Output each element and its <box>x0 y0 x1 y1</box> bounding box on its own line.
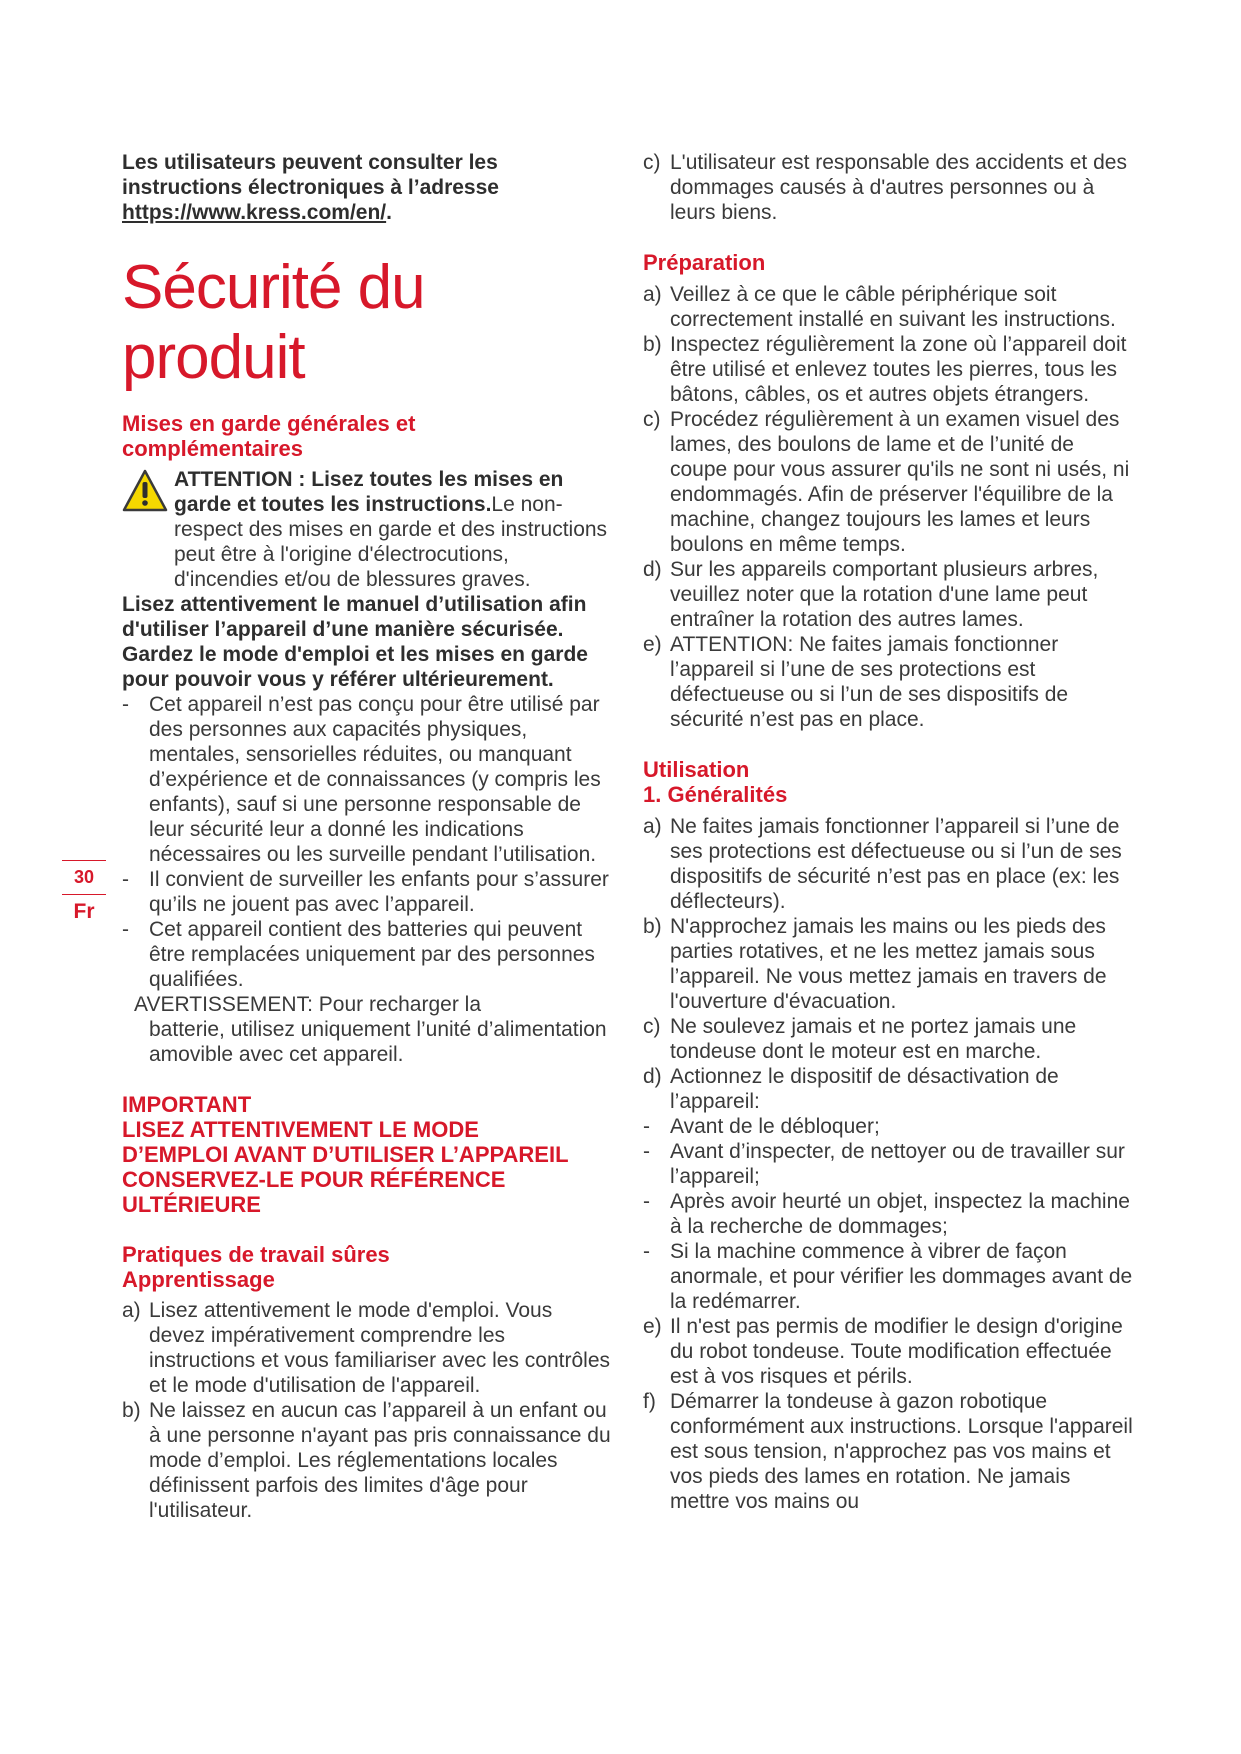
list-item-text: Il convient de surveiller les enfants pour s’assurer qu’ils ne jouent pas avec l’appareil. <box>149 868 609 916</box>
list-item-text: Cet appareil n’est pas conçu pour être utilisé par des personnes aux capacités physiques, mentales, sensorielles réduites, ou manquant d’expérience et de connaissances (y compris les enfants), sauf si une personne responsable de leur sécurité leur a donné les indications nécessaires ou les surveille pendant l’utilisation. <box>149 693 601 866</box>
list-item-text: Procédez régulièrement à un examen visuel des lames, des boulons de lame et de l’unité de coupe pour vous assurer qu'ils ne sont ni usés, ni endommagés. Afin de préserver l'équilibre de la machine, changez toujours les lames et leurs boulons en même temps. <box>670 408 1130 556</box>
list-item-text: Cet appareil contient des batteries qui peuvent être remplacées uniquement par des personnes qualifiées. <box>149 918 595 991</box>
general-warnings-section <box>122 411 612 1067</box>
list-item <box>643 1139 1133 1189</box>
list-marker: d) <box>643 1065 662 1088</box>
list-item-text: Démarrer la tondeuse à gazon robotique conformément aux instructions. Lorsque l'appareil est sous tension, n'approchez pas vos mains et vos pieds des lames en rotation. Ne jamais mettre vos mains ou <box>670 1390 1133 1513</box>
list-item-text: Ne soulevez jamais et ne portez jamais une tondeuse dont le moteur est en marche. <box>670 1015 1077 1063</box>
dash-marker: - <box>643 1140 650 1163</box>
list-item-text: Ne faites jamais fonctionner l’appareil si l’une de ses protections est défectueuse ou si l’un de ses dispositifs de sécurité n’est pas en place (ex: les déflecteurs). <box>670 815 1122 913</box>
attention-bold: ATTENTION : Lisez toutes les mises en garde et toutes les instructions. <box>174 468 564 516</box>
list-item <box>643 150 1133 225</box>
list-item <box>122 917 612 992</box>
list-item <box>643 814 1133 914</box>
intro-period: . <box>386 201 392 224</box>
left-column <box>122 150 612 1523</box>
warning-note-rest: batterie, utilisez uniquement l’unité d’alimentation amovible avec cet appareil. <box>149 1018 607 1066</box>
important-line: D’EMPLOI AVANT D’UTILISER L’APPAREIL <box>122 1142 569 1167</box>
list-item-text: Veillez à ce que le câble périphérique soit correctement installé en suivant les instructions. <box>670 283 1116 331</box>
safe-practices-section <box>122 1242 612 1523</box>
list-marker: f) <box>643 1390 656 1413</box>
page-title: Sécurité du produit <box>122 253 425 392</box>
heading-line-1: Mises en garde générales et <box>122 411 416 436</box>
attention-block <box>122 467 612 592</box>
list-item-text: N'approchez jamais les mains ou les pieds des parties rotatives, et ne les mettez jamais sous l’appareil. Ne vous mettez jamais en travers de l'ouverture d'évacuation. <box>670 915 1107 1013</box>
list-item <box>643 332 1133 407</box>
list-item <box>643 1114 1133 1139</box>
list-marker: e) <box>643 633 662 656</box>
list-item-text: Inspectez régulièrement la zone où l’appareil doit être utilisé et enlevez toutes les pierres, tous les bâtons, câbles, os et autres objets étrangers. <box>670 333 1127 406</box>
important-line: CONSERVEZ-LE POUR RÉFÉRENCE <box>122 1167 506 1192</box>
list-item <box>643 282 1133 332</box>
list-item <box>122 867 612 917</box>
important-notice <box>122 1092 612 1217</box>
dash-marker: - <box>643 1240 650 1263</box>
list-item <box>643 1064 1133 1114</box>
warning-note-first-line: AVERTISSEMENT: Pour recharger la <box>134 993 482 1016</box>
important-line: IMPORTANT <box>122 1092 252 1117</box>
intro-paragraph <box>122 150 612 225</box>
list-item-text: Après avoir heurté un objet, inspectez la machine à la recherche de dommages; <box>670 1190 1130 1238</box>
list-marker: b) <box>122 1399 141 1422</box>
list-item-text: Lisez attentivement le mode d'emploi. Vous devez impérativement comprendre les instructions et vous familiariser avec les contrôles et le mode d'utilisation de l'appareil. <box>149 1299 611 1397</box>
attention-paragraph <box>174 467 612 592</box>
list-item <box>643 1239 1133 1314</box>
list-item-text: Avant d’inspecter, de nettoyer ou de travailler sur l’appareil; <box>670 1140 1125 1188</box>
list-item <box>643 1314 1133 1389</box>
list-item-text: Actionnez le dispositif de désactivation de l’appareil: <box>670 1065 1059 1113</box>
section-heading-preparation: Préparation <box>643 250 766 275</box>
list-marker: c) <box>643 408 661 431</box>
list-item-text: L'utilisateur est responsable des accidents et des dommages causés à d'autres personnes ou à leurs biens. <box>670 151 1127 224</box>
right-column <box>643 150 1133 1514</box>
list-item <box>122 692 612 867</box>
manual-link[interactable]: https://www.kress.com/en/ <box>122 201 387 224</box>
list-item <box>643 1389 1133 1514</box>
list-item <box>122 1398 612 1523</box>
section-heading-general: 1. Généralités <box>643 782 788 807</box>
attention-text: Le non-respect des mises en garde et des instructions peut être à l'origine d'électrocutions, d'incendies et/ou de blessures graves. <box>174 493 608 591</box>
list-marker: a) <box>643 283 662 306</box>
usage-section <box>643 757 1133 1514</box>
heading-line-2: complémentaires <box>122 436 303 461</box>
list-item-text: Sur les appareils comportant plusieurs arbres, veuillez noter que la rotation d'une lame peut entraîner la rotation des autres lames. <box>670 558 1099 631</box>
list-item-text: Ne laissez en aucun cas l’appareil à un enfant ou à une personne n'ayant pas pris connaissance du mode d’emploi. Les réglementations locales définissent parfois des limites d'âge pour l'utilisateur. <box>149 1399 611 1522</box>
list-marker: d) <box>643 558 662 581</box>
important-line: LISEZ ATTENTIVEMENT LE MODE <box>122 1117 479 1142</box>
list-marker: a) <box>643 815 662 838</box>
dash-marker: - <box>643 1115 650 1138</box>
list-marker: b) <box>643 915 662 938</box>
list-item-text: Avant de le débloquer; <box>670 1115 880 1138</box>
page-number: 30 <box>62 860 106 895</box>
list-marker: c) <box>643 1015 661 1038</box>
list-item <box>643 1189 1133 1239</box>
manual-read-instruction: Lisez attentivement le manuel d’utilisation afin d'utiliser l’appareil d’une manière sécurisée. <box>122 593 587 641</box>
dash-marker: - <box>122 693 129 716</box>
list-item <box>643 632 1133 732</box>
list-item-text: Il n'est pas permis de modifier le design d'origine du robot tondeuse. Toute modification effectuée est à vos risques et périls. <box>670 1315 1123 1388</box>
dash-marker: - <box>122 918 129 941</box>
keep-manual-instruction: Gardez le mode d'emploi et les mises en garde pour pouvoir vous y référer ultérieurement. <box>122 643 588 691</box>
intro-line-2: instructions électroniques à l’adresse <box>122 176 499 199</box>
dash-marker: - <box>643 1190 650 1213</box>
list-item <box>643 557 1133 632</box>
section-heading-safe-practices: Pratiques de travail sûres <box>122 1242 390 1267</box>
list-item-text: ATTENTION: Ne faites jamais fonctionner l’appareil si l’une de ses protections est défectueuse ou si l’un de ses dispositifs de sécurité n’est pas en place. <box>670 633 1069 731</box>
list-item-text: Si la machine commence à vibrer de façon anormale, et pour vérifier les dommages avant de la redémarrer. <box>670 1240 1133 1313</box>
list-item <box>122 1298 612 1398</box>
list-marker: c) <box>643 151 661 174</box>
list-item <box>643 407 1133 557</box>
list-marker: e) <box>643 1315 662 1338</box>
language-tag: Fr <box>73 900 95 923</box>
list-marker: a) <box>122 1299 141 1322</box>
important-line: ULTÉRIEURE <box>122 1192 261 1217</box>
list-item <box>643 1014 1133 1064</box>
list-marker: b) <box>643 333 662 356</box>
warning-triangle-icon <box>122 469 168 513</box>
list-item <box>643 914 1133 1014</box>
section-heading-usage: Utilisation <box>643 757 750 782</box>
intro-line-1: Les utilisateurs peuvent consulter les <box>122 151 498 174</box>
dash-marker: - <box>122 868 129 891</box>
preparation-section <box>643 250 1133 732</box>
section-heading-general-warnings <box>122 411 612 461</box>
section-heading-training: Apprentissage <box>122 1267 275 1292</box>
